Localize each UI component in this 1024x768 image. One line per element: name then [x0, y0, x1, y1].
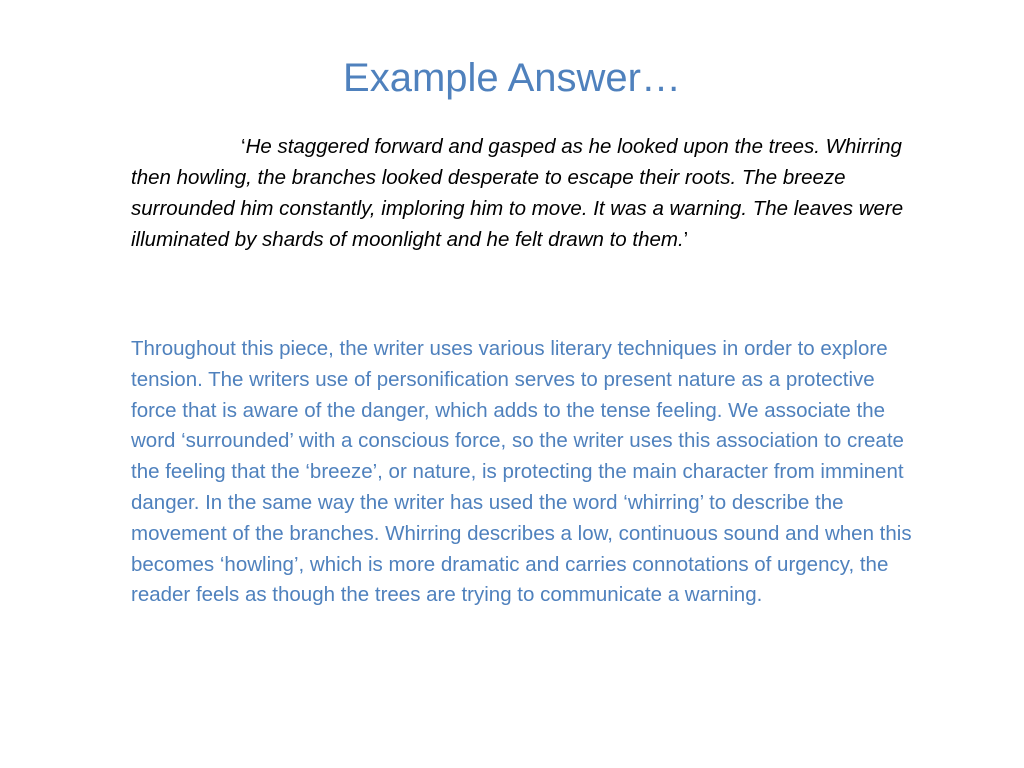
quote-text: He staggered forward and gasped as he looked upon the trees. Whirring then howling, the branches looked desperate to escape their roots. The breeze surrounded him constantly, imploring him to move. It was a warning. The leaves were illuminated by shards of moonlight and he felt drawn to them. [131, 135, 904, 251]
quoted-extract [131, 131, 931, 255]
slide-title: Example Answer… [343, 56, 681, 100]
analysis-paragraph: Throughout this piece, the writer uses various literary techniques in order to explore tension. The writers use of personification serves to present nature as a protective force that is aware of the danger, which adds to the tense feeling. We associate the word ‘surrounded’ with a conscious force, so the writer uses this association to create the feeling that the ‘breeze’, or nature, is protecting the main character from imminent danger. In the same way the writer has used the word ‘whirring’ to describe the movement of the branches. Whirring describes a low, continuous sound and when this becomes ‘howling’, which is more dramatic and carries connotations of urgency, the reader feels as though the trees are trying to communicate a warning. [131, 337, 912, 607]
quote-open-mark: ‘ [241, 135, 246, 158]
quote-close-mark: ’ [683, 228, 689, 251]
